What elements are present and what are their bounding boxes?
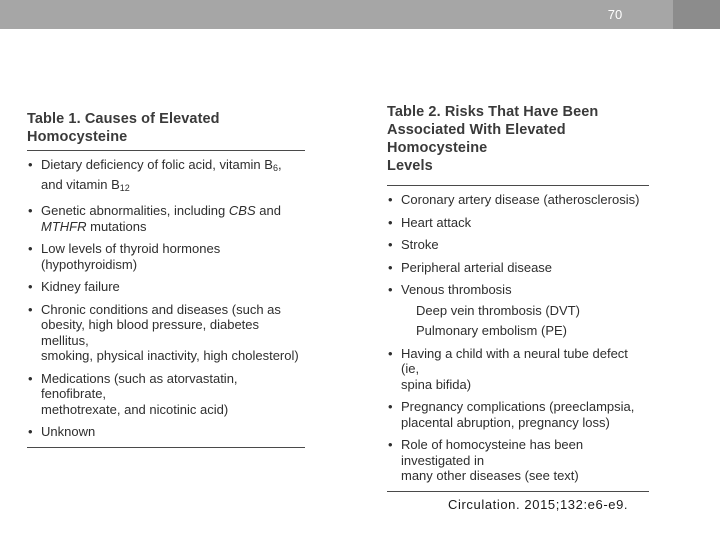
bullet: • (388, 282, 393, 297)
table2-subitem-pe: Pulmonary embolism (PE) (416, 323, 567, 338)
table2-item-heart-attack: • Heart attack (388, 214, 472, 230)
table2-item-pregnancy: • Pregnancy complications (preeclampsia, placental abruption, pregnancy loss) (388, 399, 635, 430)
table1-item-unknown: • Unknown (28, 424, 96, 439)
bullet: • (388, 192, 393, 207)
table2-item-neural-tube: • Having a child with a neural tube defect (ie, spina bifida) (388, 345, 628, 392)
bullet: • (28, 279, 33, 294)
table2-list (387, 192, 649, 484)
table2-item-other-diseases: • Role of homocysteine has been investigated in many other diseases (see text) (388, 437, 584, 483)
table1-top-rule (27, 150, 305, 151)
table2-item-coronary: • Coronary artery disease (atherosclerosis) (388, 192, 640, 207)
table-causes-elevated-homocysteine (27, 110, 305, 448)
bullet: • (388, 437, 393, 452)
table1-list (27, 157, 305, 440)
title-bar-accent (673, 0, 720, 29)
table2-title-line2: Associated With Elevated Homocysteine (387, 122, 566, 156)
bullet: • (28, 370, 33, 386)
table1-item-medications: • Medications (such as atorvastatin, fenofibrate, methotrexate, and nicotinic acid) (28, 370, 238, 417)
table2-item-venous: • Venous thrombosis (388, 282, 512, 297)
table1-item-genetic: • Genetic abnormalities, including CBS and MTHFR mutations (28, 203, 281, 234)
table2-title-line1: Table 2. Risks That Have Been (387, 104, 599, 120)
slide-number: 70 (607, 7, 623, 22)
table1-item-kidney: • Kidney failure (28, 279, 120, 294)
table1-item-chronic: • Chronic conditions and diseases (such as obesity, high blood pressure, diabetes mellitus, smoking, physical inactivity, high cholesterol) (28, 301, 299, 363)
bullet: • (388, 345, 393, 361)
table1-title-line1: Table 1. Causes of Elevated (27, 111, 220, 127)
bullet: • (28, 157, 33, 172)
table2-title (387, 103, 649, 179)
table1-item-folic-acid: • Dietary deficiency of folic acid, vitamin $B_6$, and vitamin $B_{12}$ (28, 157, 282, 193)
bullet: • (28, 301, 33, 317)
bullet: • (388, 214, 393, 230)
bullet: • (388, 399, 393, 414)
table1-bottom-rule (27, 447, 305, 448)
table2-top-rule (387, 185, 649, 186)
table2-subitem-dvt: Deep vein thrombosis (DVT) (416, 302, 580, 318)
table2-item-peripheral: • Peripheral arterial disease (388, 259, 553, 275)
bullet: • (28, 241, 33, 256)
table2-bottom-rule (387, 491, 649, 492)
table2-item-stroke: • Stroke (388, 237, 439, 252)
table1-title-line2: Homocysteine (27, 129, 128, 145)
table2-title-line3: Levels (387, 158, 433, 174)
bullet: • (28, 203, 33, 218)
title-bar (0, 0, 720, 29)
table-risks-elevated-homocysteine (387, 103, 649, 492)
citation: Circulation. 2015;132:e6-e9. (448, 497, 629, 512)
table1-title (27, 110, 305, 150)
bullet: • (388, 259, 393, 275)
bullet: • (28, 424, 33, 439)
table1-item-thyroid: • Low levels of thyroid hormones (hypothyroidism) (28, 241, 221, 272)
bullet: • (388, 237, 393, 252)
